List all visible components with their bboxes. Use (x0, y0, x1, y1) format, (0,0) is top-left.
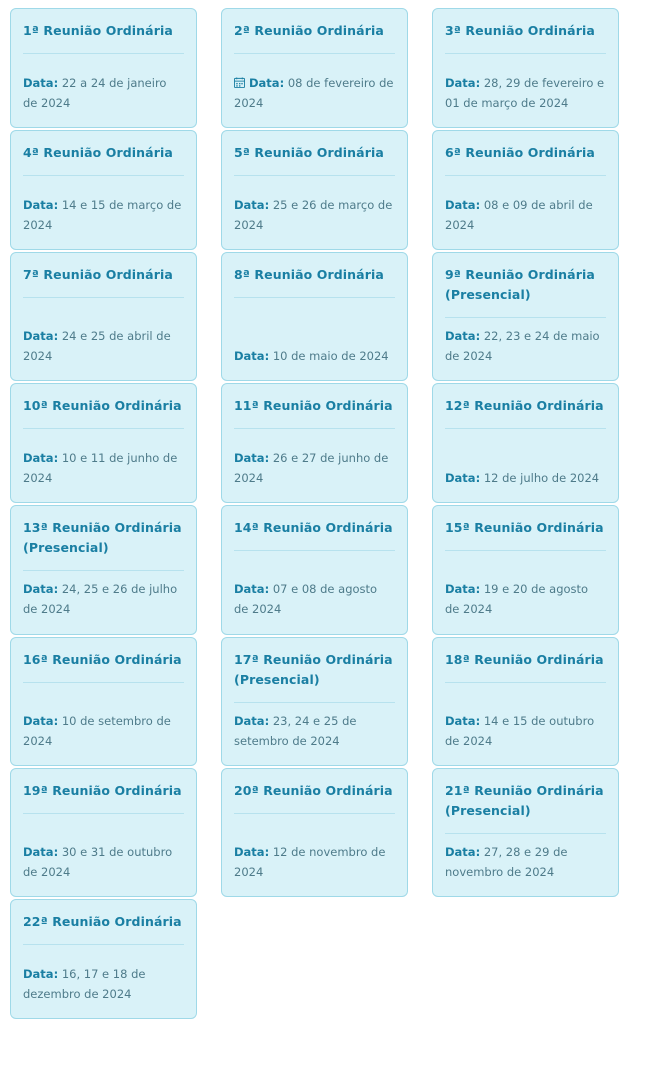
meeting-date-line (23, 842, 184, 882)
date-value: 22 a 24 de janeiro de 2024 (23, 75, 167, 110)
meeting-title: 4ª Reunião Ordinária (23, 145, 173, 160)
date-value: 30 e 31 de outubro de 2024 (23, 844, 173, 879)
card-spacer (445, 176, 606, 195)
meeting-title: 19ª Reunião Ordinária (23, 782, 182, 798)
meeting-title: 20ª Reunião Ordinária (234, 782, 393, 798)
date-value: 16, 17 e 18 de dezembro de 2024 (23, 966, 146, 1001)
meeting-date-line (23, 326, 184, 366)
meeting-title: 21ª Reunião Ordinária (Presencial) (445, 782, 604, 818)
date-label: Data: (234, 582, 270, 597)
date-label: Data: (234, 713, 270, 728)
meeting-card[interactable] (221, 768, 408, 897)
meeting-title: 8ª Reunião Ordinária (234, 267, 384, 282)
meeting-date-line (445, 711, 606, 751)
date-value: 08 e 09 de abril de 2024 (445, 197, 593, 232)
date-label: Data: (445, 75, 481, 90)
date-value: 14 e 15 de março de 2024 (23, 197, 182, 232)
calendar-icon (234, 77, 245, 88)
meeting-date-line (445, 842, 606, 882)
meeting-card[interactable] (221, 505, 408, 634)
meeting-card[interactable] (10, 130, 197, 250)
meeting-date-line (234, 195, 395, 235)
card-spacer (23, 814, 184, 842)
meeting-card[interactable] (10, 252, 197, 381)
card-spacer (234, 551, 395, 579)
card-spacer (445, 683, 606, 711)
date-label: Data: (445, 197, 481, 212)
meeting-card[interactable] (10, 8, 197, 128)
date-label: Data: (23, 844, 59, 859)
meeting-card[interactable] (221, 637, 408, 766)
meeting-title: 9ª Reunião Ordinária (Presencial) (445, 267, 595, 302)
date-value: 26 e 27 de junho de 2024 (234, 451, 389, 486)
meeting-card[interactable] (432, 768, 619, 897)
meeting-title: 7ª Reunião Ordinária (23, 267, 173, 282)
meeting-card[interactable] (10, 383, 197, 503)
meeting-date-line (23, 448, 184, 488)
date-value: 24 e 25 de abril de 2024 (23, 329, 171, 364)
meeting-title: 12ª Reunião Ordinária (445, 398, 604, 414)
card-spacer (234, 298, 395, 346)
card-spacer (445, 54, 606, 73)
date-value: 07 e 08 de agosto de 2024 (234, 582, 378, 617)
meeting-title: 18ª Reunião Ordinária (445, 651, 604, 667)
card-spacer (23, 176, 184, 195)
date-value: 27, 28 e 29 de novembro de 2024 (445, 844, 568, 879)
date-label: Data: (234, 349, 270, 364)
meeting-date-line (23, 711, 184, 751)
date-label: Data: (445, 844, 481, 859)
date-value: 28, 29 de fevereiro e 01 de março de 2024 (445, 75, 605, 110)
date-value: 12 de novembro de 2024 (234, 844, 386, 879)
meeting-title: 6ª Reunião Ordinária (445, 145, 595, 160)
meeting-card[interactable] (432, 637, 619, 766)
date-value: 22, 23 e 24 de maio de 2024 (445, 329, 600, 364)
meeting-card[interactable] (432, 8, 619, 128)
meeting-title: 15ª Reunião Ordinária (445, 520, 604, 536)
card-spacer (234, 54, 395, 73)
date-label: Data: (23, 197, 59, 212)
date-label: Data: (445, 713, 481, 728)
meeting-card[interactable] (221, 130, 408, 250)
meeting-card[interactable] (221, 383, 408, 503)
meeting-card[interactable] (432, 130, 619, 250)
date-label: Data: (23, 966, 59, 981)
date-label: Data: (249, 75, 285, 90)
date-label: Data: (445, 471, 481, 486)
card-spacer (23, 54, 184, 73)
meeting-title: 17ª Reunião Ordinária (Presencial) (234, 651, 393, 687)
meeting-card[interactable] (10, 637, 197, 766)
meeting-card[interactable] (432, 383, 619, 503)
meeting-date-line (445, 468, 606, 488)
date-value: 08 de fevereiro de 2024 (234, 75, 394, 110)
date-label: Data: (445, 329, 481, 343)
date-label: Data: (23, 329, 59, 343)
meeting-date-line (23, 964, 184, 1004)
meeting-title: 2ª Reunião Ordinária (234, 23, 384, 38)
meeting-date-line (445, 326, 606, 366)
meeting-date-line (234, 842, 395, 882)
card-spacer (23, 298, 184, 326)
meeting-card[interactable] (432, 505, 619, 634)
date-label: Data: (445, 582, 481, 597)
meeting-title: 5ª Reunião Ordinária (234, 145, 384, 160)
meeting-date-line (234, 346, 395, 366)
meeting-title: 10ª Reunião Ordinária (23, 398, 182, 414)
meeting-date-line (23, 579, 184, 619)
date-label: Data: (23, 75, 59, 90)
date-label: Data: (23, 582, 59, 597)
date-label: Data: (23, 451, 59, 465)
meeting-date-line (445, 579, 606, 619)
card-spacer (445, 429, 606, 468)
date-value: 12 de julho de 2024 (483, 471, 600, 486)
meeting-date-line (23, 195, 184, 235)
card-spacer (234, 176, 395, 195)
date-value: 19 e 20 de agosto de 2024 (445, 582, 589, 617)
meeting-card[interactable] (10, 505, 197, 634)
meeting-title: 16ª Reunião Ordinária (23, 651, 182, 667)
meeting-date-line (23, 73, 184, 113)
date-value: 10 de maio de 2024 (272, 349, 389, 364)
date-label: Data: (234, 844, 270, 859)
meeting-date-line (445, 73, 606, 113)
meeting-title: 3ª Reunião Ordinária (445, 23, 595, 38)
meeting-date-line (445, 195, 606, 235)
meeting-card[interactable] (10, 899, 197, 1019)
card-spacer (23, 683, 184, 711)
card-spacer (445, 318, 606, 326)
date-label: Data: (23, 713, 59, 728)
date-label: Data: (234, 197, 270, 212)
meeting-title: 14ª Reunião Ordinária (234, 520, 393, 536)
meeting-card[interactable] (221, 8, 408, 128)
card-spacer (23, 945, 184, 964)
card-spacer (234, 429, 395, 448)
date-value: 14 e 15 de outubro de 2024 (445, 713, 595, 748)
card-spacer (234, 703, 395, 711)
meeting-date-line (234, 579, 395, 619)
meeting-title: 1ª Reunião Ordinária (23, 23, 173, 38)
meeting-title: 13ª Reunião Ordinária (Presencial) (23, 520, 182, 556)
date-value: 10 de setembro de 2024 (23, 713, 171, 748)
meeting-title: 11ª Reunião Ordinária (234, 398, 393, 414)
meeting-title: 22ª Reunião Ordinária (23, 914, 182, 929)
date-label: Data: (234, 451, 270, 465)
meeting-card[interactable] (432, 252, 619, 381)
card-spacer (445, 551, 606, 579)
card-spacer (23, 429, 184, 448)
meeting-date-line (234, 448, 395, 488)
card-spacer (234, 814, 395, 842)
meeting-date-line (234, 711, 395, 751)
card-spacer (445, 834, 606, 842)
date-value: 25 e 26 de março de 2024 (234, 197, 393, 232)
date-value: 10 e 11 de junho de 2024 (23, 451, 178, 486)
meeting-date-line (234, 73, 395, 113)
date-value: 23, 24 e 25 de setembro de 2024 (234, 713, 357, 748)
card-spacer (23, 571, 184, 579)
meeting-card[interactable] (221, 252, 408, 381)
date-value: 24, 25 e 26 de julho de 2024 (23, 582, 178, 617)
meeting-card[interactable] (10, 768, 197, 897)
